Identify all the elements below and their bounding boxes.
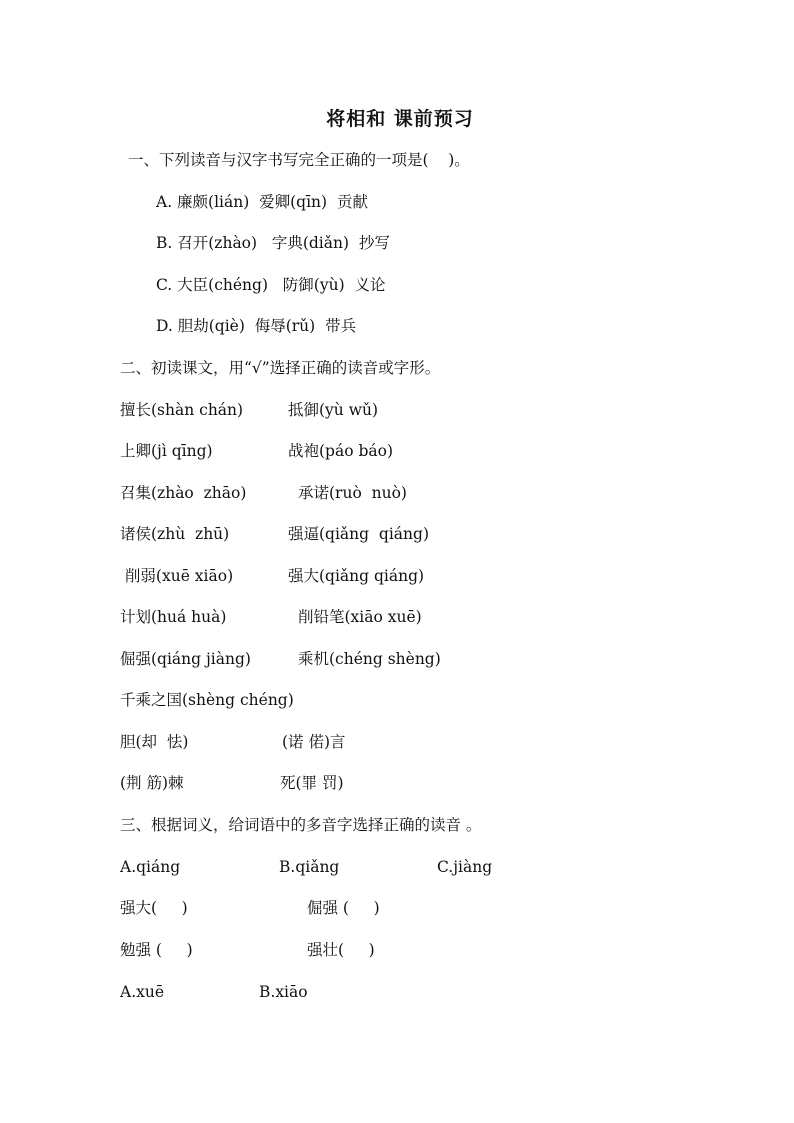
pinyin-item: 召集(zhào zhāo) [120, 484, 247, 502]
page-title: 将相和 课前预习 [326, 108, 474, 130]
pinyin-item: 抵御(yù wǔ) [288, 401, 379, 419]
pinyin-item: 诸侯(zhù zhū) [120, 525, 230, 543]
pinyin-item: 千乘之国(shèng chéng) [120, 691, 294, 709]
pronunciation-choice: B.xiāo [259, 983, 308, 1001]
pinyin-item: 承诺(ruò nuò) [298, 484, 407, 502]
pronunciation-choice: A.qiáng [120, 858, 181, 876]
section2-heading: 二、初读课文，用“√”选择正确的读音或字形。 [120, 359, 441, 377]
answer-blank: 强大( ) [120, 899, 188, 917]
option-d: D. 胆劫(qiè) 侮辱(rǔ) 带兵 [156, 317, 357, 335]
character-item: (荆 筋)棘 [120, 774, 184, 792]
pinyin-item: 削弱(xuē xiāo) [120, 567, 234, 585]
section3-heading: 三、根据词义，给词语中的多音字选择正确的读音 。 [120, 816, 482, 834]
option-c: C. 大臣(chéng) 防御(yù) 义论 [156, 276, 386, 294]
answer-blank: 倔强 ( ) [307, 899, 380, 917]
pronunciation-choice: C.jiàng [437, 858, 493, 876]
option-b: B. 召开(zhào) 字典(diǎn) 抄写 [156, 234, 390, 252]
pinyin-item: 上卿(jì qīng) [120, 442, 213, 460]
pronunciation-choice: A.xuē [120, 983, 165, 1001]
pinyin-item: 强大(qiǎng qiáng) [288, 567, 425, 585]
answer-blank: 强壮( ) [307, 941, 375, 959]
section1-question: 一、下列读音与汉字书写完全正确的一项是( )。 [128, 151, 470, 169]
character-item: 死(罪 罚) [280, 774, 344, 792]
option-a: A. 廉颇(lián) 爱卿(qīn) 贡献 [156, 193, 368, 211]
character-item: 胆(却 怯) [120, 733, 189, 751]
pinyin-item: 擅长(shàn chán) [120, 401, 244, 419]
pronunciation-choice: B.qiǎng [279, 858, 340, 876]
character-item: (诺 偌)言 [282, 733, 346, 751]
pinyin-item: 削铅笔(xiāo xuē) [298, 608, 422, 626]
pinyin-item: 强逼(qiǎng qiáng) [288, 525, 429, 543]
pinyin-item: 乘机(chéng shèng) [298, 650, 441, 668]
pinyin-item: 计划(huá huà) [120, 608, 227, 626]
pinyin-item: 战袍(páo báo) [288, 442, 394, 460]
pinyin-item: 倔强(qiáng jiàng) [120, 650, 251, 668]
answer-blank: 勉强 ( ) [120, 941, 193, 959]
